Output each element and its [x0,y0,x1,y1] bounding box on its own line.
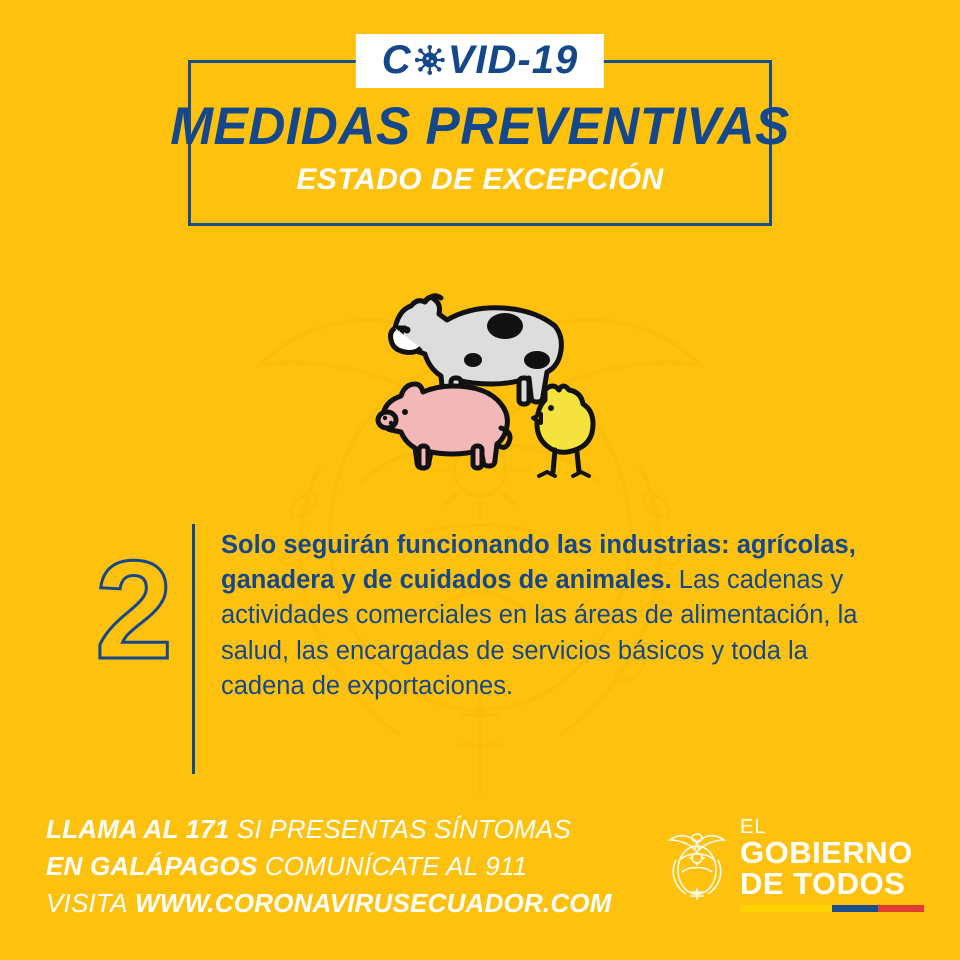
logo-line-3: DE TODOS [740,866,906,901]
logo-line-2: GOBIERNO [740,835,913,870]
government-logo-text [740,817,924,912]
footer-line-1-bold: LLAMA AL 171 [46,814,230,845]
flag-yellow [740,905,832,912]
item-divider [192,524,195,774]
covid-badge-prefix: C [381,38,412,82]
coronavirus-icon [415,45,445,75]
measure-item [80,516,880,774]
footer-line-2 [46,848,612,885]
government-logo [666,817,924,912]
farm-animals-illustration [355,268,605,498]
page-subtitle: ESTADO DE EXCEPCIÓN [296,163,664,196]
item-text-rest: Las cadenas y actividades comerciales en las áreas de alimentación, la salud, las encargadas de servicios básicos y toda la cadena de exportaciones. [221,566,858,700]
pig-icon [378,384,510,468]
ecuador-coat-of-arms-icon [666,828,728,902]
item-text-lead: Solo seguirán funcionando las industrias: agrícolas, ganadera y de cuidados de animales. [221,531,856,595]
footer-line-3 [46,885,612,922]
page-title: MEDIDAS PREVENTIVAS [170,97,790,156]
footer-line-3-label: VISITA [46,888,128,919]
covid-badge [356,34,604,88]
footer-line-2-rest: COMUNÍCATE AL 911 [257,851,528,882]
flag-red [878,905,924,912]
item-number: 2 [95,531,173,688]
covid-badge-suffix: VID-19 [447,38,579,82]
flag-blue [832,905,878,912]
logo-line-1: EL [740,816,767,838]
item-text [221,516,880,704]
footer-line-2-bold: EN GALÁPAGOS [46,851,258,882]
footer-contact [46,811,612,922]
footer-line-1 [46,811,612,848]
footer-line-1-rest: SI PRESENTAS SÍNTOMAS [229,814,571,845]
footer-website[interactable]: WWW.CORONAVIRUSECUADOR.COM [127,888,612,919]
ecuador-flag-bar [740,905,924,912]
